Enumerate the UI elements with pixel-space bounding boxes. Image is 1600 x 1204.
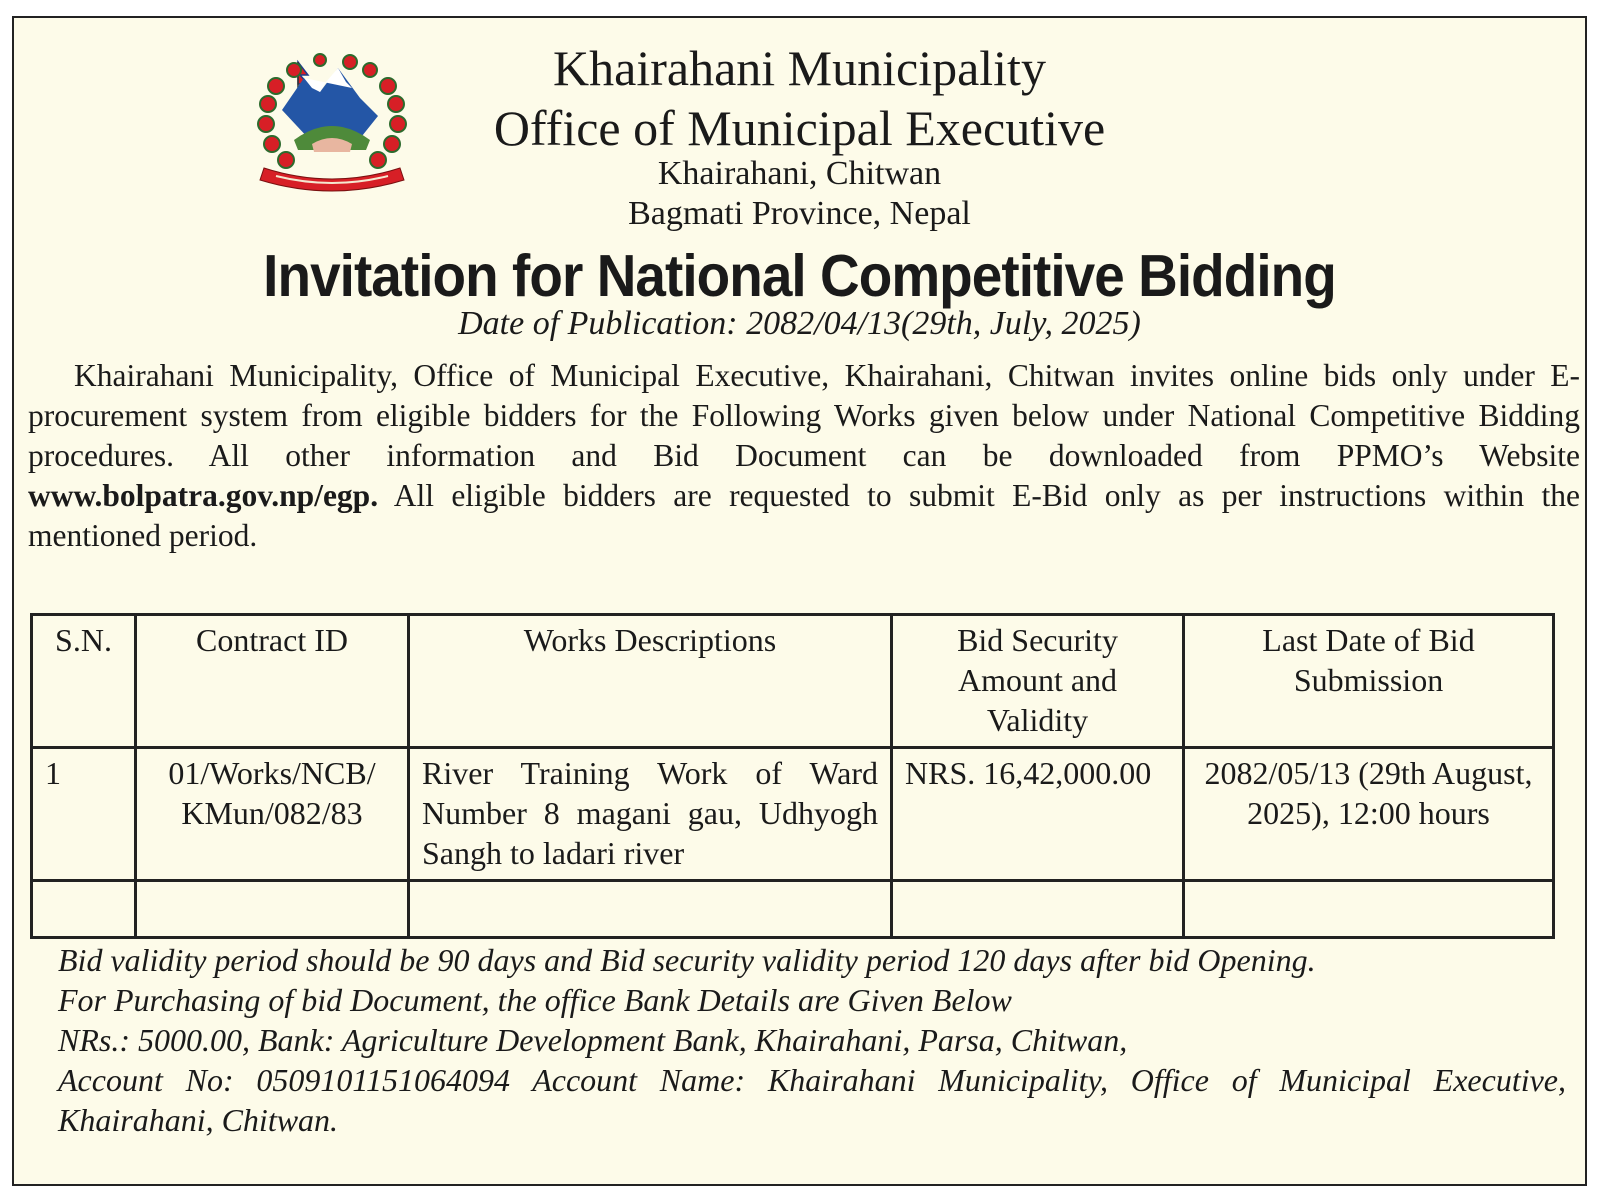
address-line-2: Bagmati Province, Nepal (628, 195, 971, 232)
empty-cell (892, 881, 1184, 938)
header-sn: S.N. (32, 615, 136, 748)
website-link[interactable]: www.bolpatra.gov.np/egp. (28, 478, 379, 513)
table-row (32, 748, 1554, 881)
header-contract-id: Contract ID (136, 615, 409, 748)
empty-cell (136, 881, 409, 938)
intro-text-part2: All eligible bidders are requested to submit E-Bid only as per instructions within the mentioned period. (28, 478, 1580, 553)
publication-date: Date of Publication: 2082/04/13(29th, July, 2025) (458, 305, 1141, 342)
table-header-row (32, 615, 1554, 748)
notice-title: Invitation for National Competitive Bidding (263, 243, 1336, 309)
table-row-empty (32, 881, 1554, 938)
bank-details: NRs.: 5000.00, Bank: Agriculture Development Bank, Khairahani, Parsa, Chitwan, (58, 1022, 1128, 1058)
bid-validity-note: Bid validity period should be 90 days and Bid security validity period 120 days after bid Opening. (58, 942, 1316, 978)
address-line-1: Khairahani, Chitwan (657, 155, 942, 192)
account-details: Account No: 0509101151064094 Account Name: Khairahani Municipality, Office of Municipal Executive, Khairahani, Chitwan. (58, 1062, 1566, 1138)
office-name: Office of Municipal Executive (493, 100, 1106, 156)
footer-notes (58, 940, 1566, 1140)
works-table (30, 613, 1555, 939)
empty-cell (1184, 881, 1554, 938)
header-bid-security: Bid Security Amount and Validity (892, 615, 1184, 748)
intro-paragraph (28, 356, 1580, 556)
empty-cell (32, 881, 136, 938)
notice-panel (12, 16, 1587, 1186)
empty-cell (409, 881, 892, 938)
header-works-descriptions: Works Descriptions (409, 615, 892, 748)
purchase-note: For Purchasing of bid Document, the office Bank Details are Given Below (58, 982, 1012, 1018)
cell-works-description: River Training Work of Ward Number 8 magani gau, Udhyogh Sangh to ladari river (409, 748, 892, 881)
intro-text-part1: Khairahani Municipality, Office of Municipal Executive, Khairahani, Chitwan invites online bids only under E-procurement system from eligible bidders for the Following Works given below under National Competitive Bidding procedures. All other information and Bid Document can be downloaded from PPMO’s Website (28, 358, 1580, 473)
cell-sn: 1 (32, 748, 136, 881)
cell-contract-id: 01/Works/NCB/ KMun/082/83 (136, 748, 409, 881)
header-last-date: Last Date of Bid Submission (1184, 615, 1554, 748)
cell-bid-security: NRS. 16,42,000.00 (892, 748, 1184, 881)
municipality-name: Khairahani Municipality (553, 40, 1046, 96)
cell-last-date: 2082/05/13 (29th August, 2025), 12:00 hours (1184, 748, 1554, 881)
